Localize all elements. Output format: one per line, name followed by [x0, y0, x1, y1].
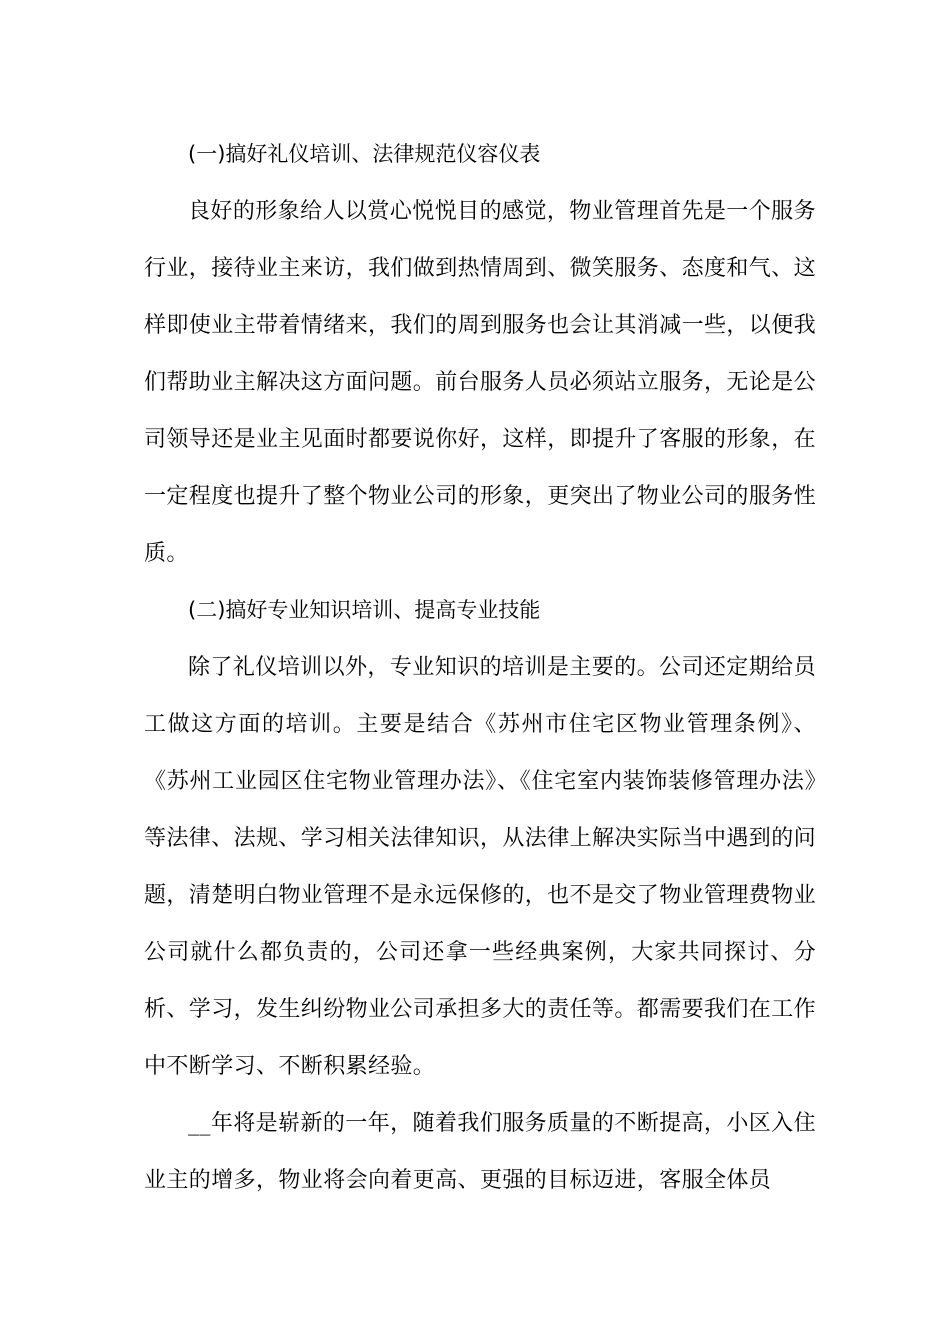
section-2-paragraph-2: __年将是崭新的一年，随着我们服务质量的不断提高，小区入住业主的增多，物业将会向着更高、更强的目标迈进，客服全体员 [144, 1111, 816, 1193]
document-body [144, 126, 816, 1209]
section-1-paragraph-1: 良好的形象给人以赏心悦悦目的感觉，物业管理首先是一个服务行业，接待业主来访，我们做到热情周到、微笑服务、态度和气、这样即使业主带着情绪来，我们的周到服务也会让其消减一些，以便我们帮助业主解决这方面问题。前台服务人员必须站立服务，无论是公司领导还是业主见面时都要说你好，这样，即提升了客服的形象，在一定程度也提升了整个物业公司的形象，更突出了物业公司的服务性质。 [144, 199, 817, 566]
section-heading-1: (一)搞好礼仪培训、法律规范仪容仪表 [188, 142, 541, 166]
section-heading-2: (二)搞好专业知识培训、提高专业技能 [188, 598, 541, 622]
section-2-paragraph-1: 除了礼仪培训以外，专业知识的培训是主要的。公司还定期给员工做这方面的培训。主要是结合《苏州市住宅区物业管理条例》、《苏州工业园区住宅物业管理办法》、《住宅室内装饰装修管理办法》等法律、法规、学习相关法律知识，从法律上解决实际当中遇到的问题，清楚明白物业管理不是永远保修的，也不是交了物业管理费物业公司就什么都负责的，公司还拿一些经典案例，大家共同探讨、分析、学习，发生纠纷物业公司承担多大的责任等。都需要我们在工作中不断学习、不断积累经验。 [144, 655, 817, 1079]
